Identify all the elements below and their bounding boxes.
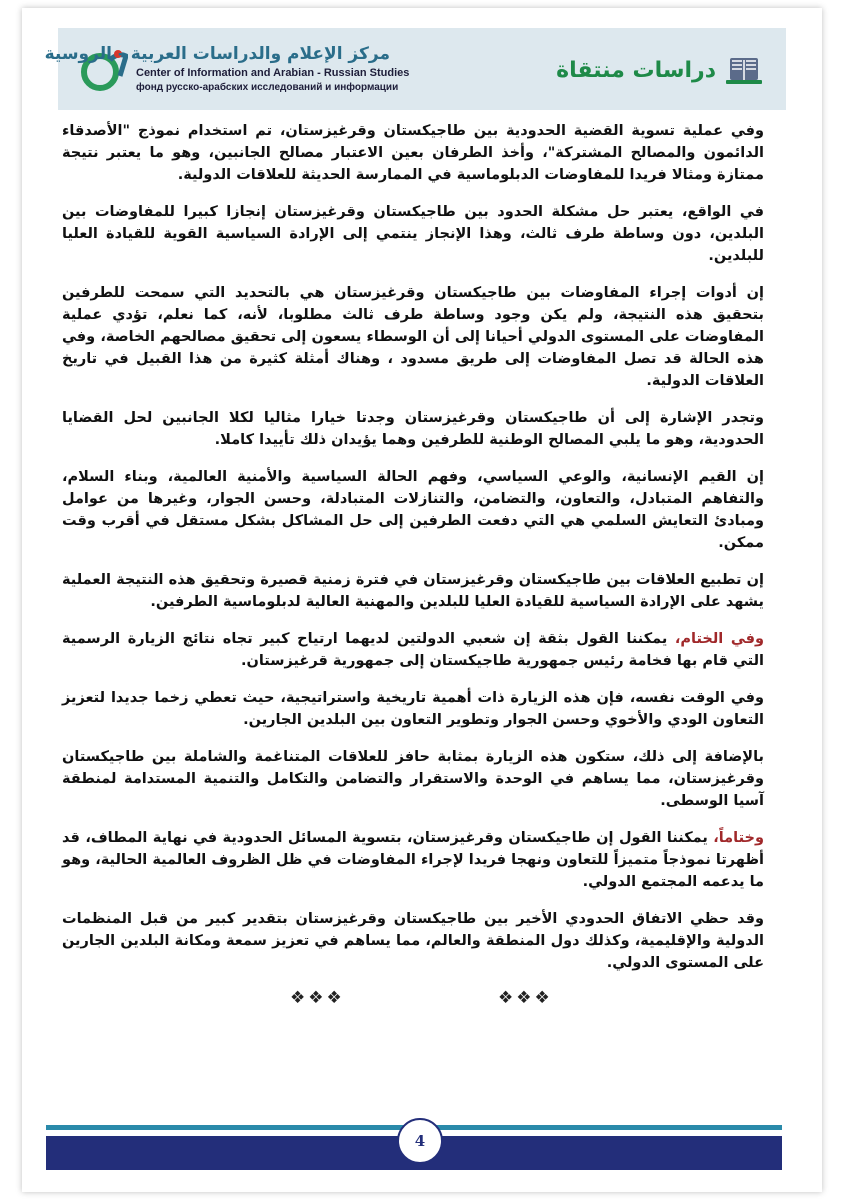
paragraph-text: إن أدوات إجراء المفاوضات بين طاجيكستان وقرغيزستان هي بالتحديد التي سمحت للطرفين بتحقيق هذه النتيجة، ولم يكن وجود وساطة طرف ثالث مطلوبا، لأنه، كما نعلم، تؤدي عملية المفاوضات على المستوى الدولي أحيانا إلى أن الوسطاء يسعون إلى تحقيق مصالحهم الخاصة، وفي هذه الحالة قد تصل المفاوضات إلى طريق مسدود ، وهناك أمثلة كثيرة من هذا القبيل في تاريخ العلاقات الدولية. [62, 285, 764, 389]
section-title-group [556, 52, 764, 88]
paragraph-5 [62, 466, 764, 554]
paragraph-8 [62, 687, 764, 731]
paragraph-3 [62, 282, 764, 392]
paragraph-11 [62, 908, 764, 974]
paragraph-text: إن القيم الإنسانية، والوعي السياسي، وفهم الحالة السياسية والأمنية العالمية، وبناء السلام، والتفاهم المتبادل، والتعاون، والتضامن، والتنازلات المتبادلة، وحسن الجوار، وغيرها من عوامل ومبادئ التعايش السلمي هي التي دفعت الطرفين إلى حل المشاكل بشكل مستقل في أقرب وقت ممكن. [62, 469, 764, 551]
page-header [44, 28, 786, 110]
paragraph-text: في الواقع، يعتبر حل مشكلة الحدود بين طاجيكستان وقرغيزستان إنجازا كبيرا للمفاوضات بين البلدين، دون وساطة طرف ثالث، وهذا الإنجاز ينتمي إلى الإرادة السياسية القوية للقيادة العليا للبلدين. [62, 204, 764, 264]
org-name-ar: مركز الإعلام والدراسات العربية - الروسية [44, 44, 390, 64]
paragraph-1 [62, 120, 764, 186]
paragraph-text: وفي الوقت نفسه، فإن هذه الزيارة ذات أهمية تاريخية واستراتيجية، حيث تعطي زخما جديدا لتعزيز التعاون الودي والأخوي وحسن الجوار وتطوير التعاون بين البلدين الجارين. [62, 690, 764, 728]
paragraph-9 [62, 746, 764, 812]
paragraph-text: يمكننا القول بثقة إن شعبي الدولتين لديهما ارتياح كبير تجاه نتائج الزيارة الرسمية التي قام بها فخامة رئيس جمهورية طاجيكستان إلى جمهورية قرغيزستان. [62, 631, 764, 669]
paragraph-text: يمكننا القول إن طاجيكستان وقرغيزستان، بتسوية المسائل الحدودية في نهاية المطاف، قد أظهرتا نموذجاً متميزاً للتعاون ونهجا فريدا لإجراء المفاوضات في ظل الظروف العالمية الحالية، وهو ما يدعمه المجتمع الدولي. [62, 830, 764, 890]
paragraph-lead: وفي الختام، [674, 631, 764, 647]
paragraph-text: إن تطبيع العلاقات بين طاجيكستان وقرغيزستان في فترة زمنية قصيرة وتحقيق هذه النتيجة العملية يشهد على الإرادة السياسية للقيادة العليا للبلدين والمهنية العالية لدبلوماسية الطرفين. [62, 572, 764, 610]
paragraph-text: وفي عملية تسوية القضية الحدودية بين طاجيكستان وقرغيزستان، تم استخدام نموذج "الأصدقاء الدائمون والمصالح المشتركة"، وأخذ الطرفان بعين الاعتبار مصالح الجانبين، وهو ما يعتبر نتيجة ممتازة ومثالا فريدا للمفاوضات الدبلوماسية في الممارسة الحديثة للعلاقات الدولية. [62, 123, 764, 183]
paragraph-10 [62, 827, 764, 893]
separator-diamonds: ❖❖❖ [498, 988, 553, 1008]
paragraph-7 [62, 628, 764, 672]
article-body [62, 120, 764, 989]
paragraph-6 [62, 569, 764, 613]
paragraph-text: وتجدر الإشارة إلى أن طاجيكستان وقرغيزستان وجدتا خيارا مثاليا لكلا الجانبين لحل القضايا الحدودية، وهو ما يلبي المصالح الوطنية للطرفين وهما يؤيدان ذلك تأييدا كاملا. [62, 410, 764, 448]
org-name-ru: фонд русско-арабских исследований и информации [136, 82, 399, 93]
paragraph-lead: وختاماً، [713, 830, 764, 846]
book-icon [724, 54, 764, 86]
separator-diamonds: ❖❖❖ [290, 988, 345, 1008]
paragraph-text: وقد حظي الاتفاق الحدودي الأخير بين طاجيكستان وقرغيزستان بتقدير كبير من قبل المنظمات الدولية والإقليمية، وكذلك دول المنطقة والعالم، مما يساهم في تعزيز سمعة ومكانة البلدين الجارين على المستوى الدولي. [62, 911, 764, 971]
org-logo-block [44, 42, 410, 102]
org-name-en: Center of Information and Arabian - Russian Studies [136, 67, 410, 79]
page-number: 4 [397, 1118, 443, 1164]
section-title: دراسات منتقاة [556, 57, 716, 83]
paragraph-4 [62, 407, 764, 451]
paragraph-2 [62, 201, 764, 267]
paragraph-text: بالإضافة إلى ذلك، ستكون هذه الزيارة بمثابة حافز للعلاقات المتناغمة والشاملة بين طاجيكستان وقرغيزستان، مما يساهم في الوحدة والاستقرار والتضامن والتكامل والتنمية المستدامة لمنطقة آسيا الوسطى. [62, 749, 764, 809]
